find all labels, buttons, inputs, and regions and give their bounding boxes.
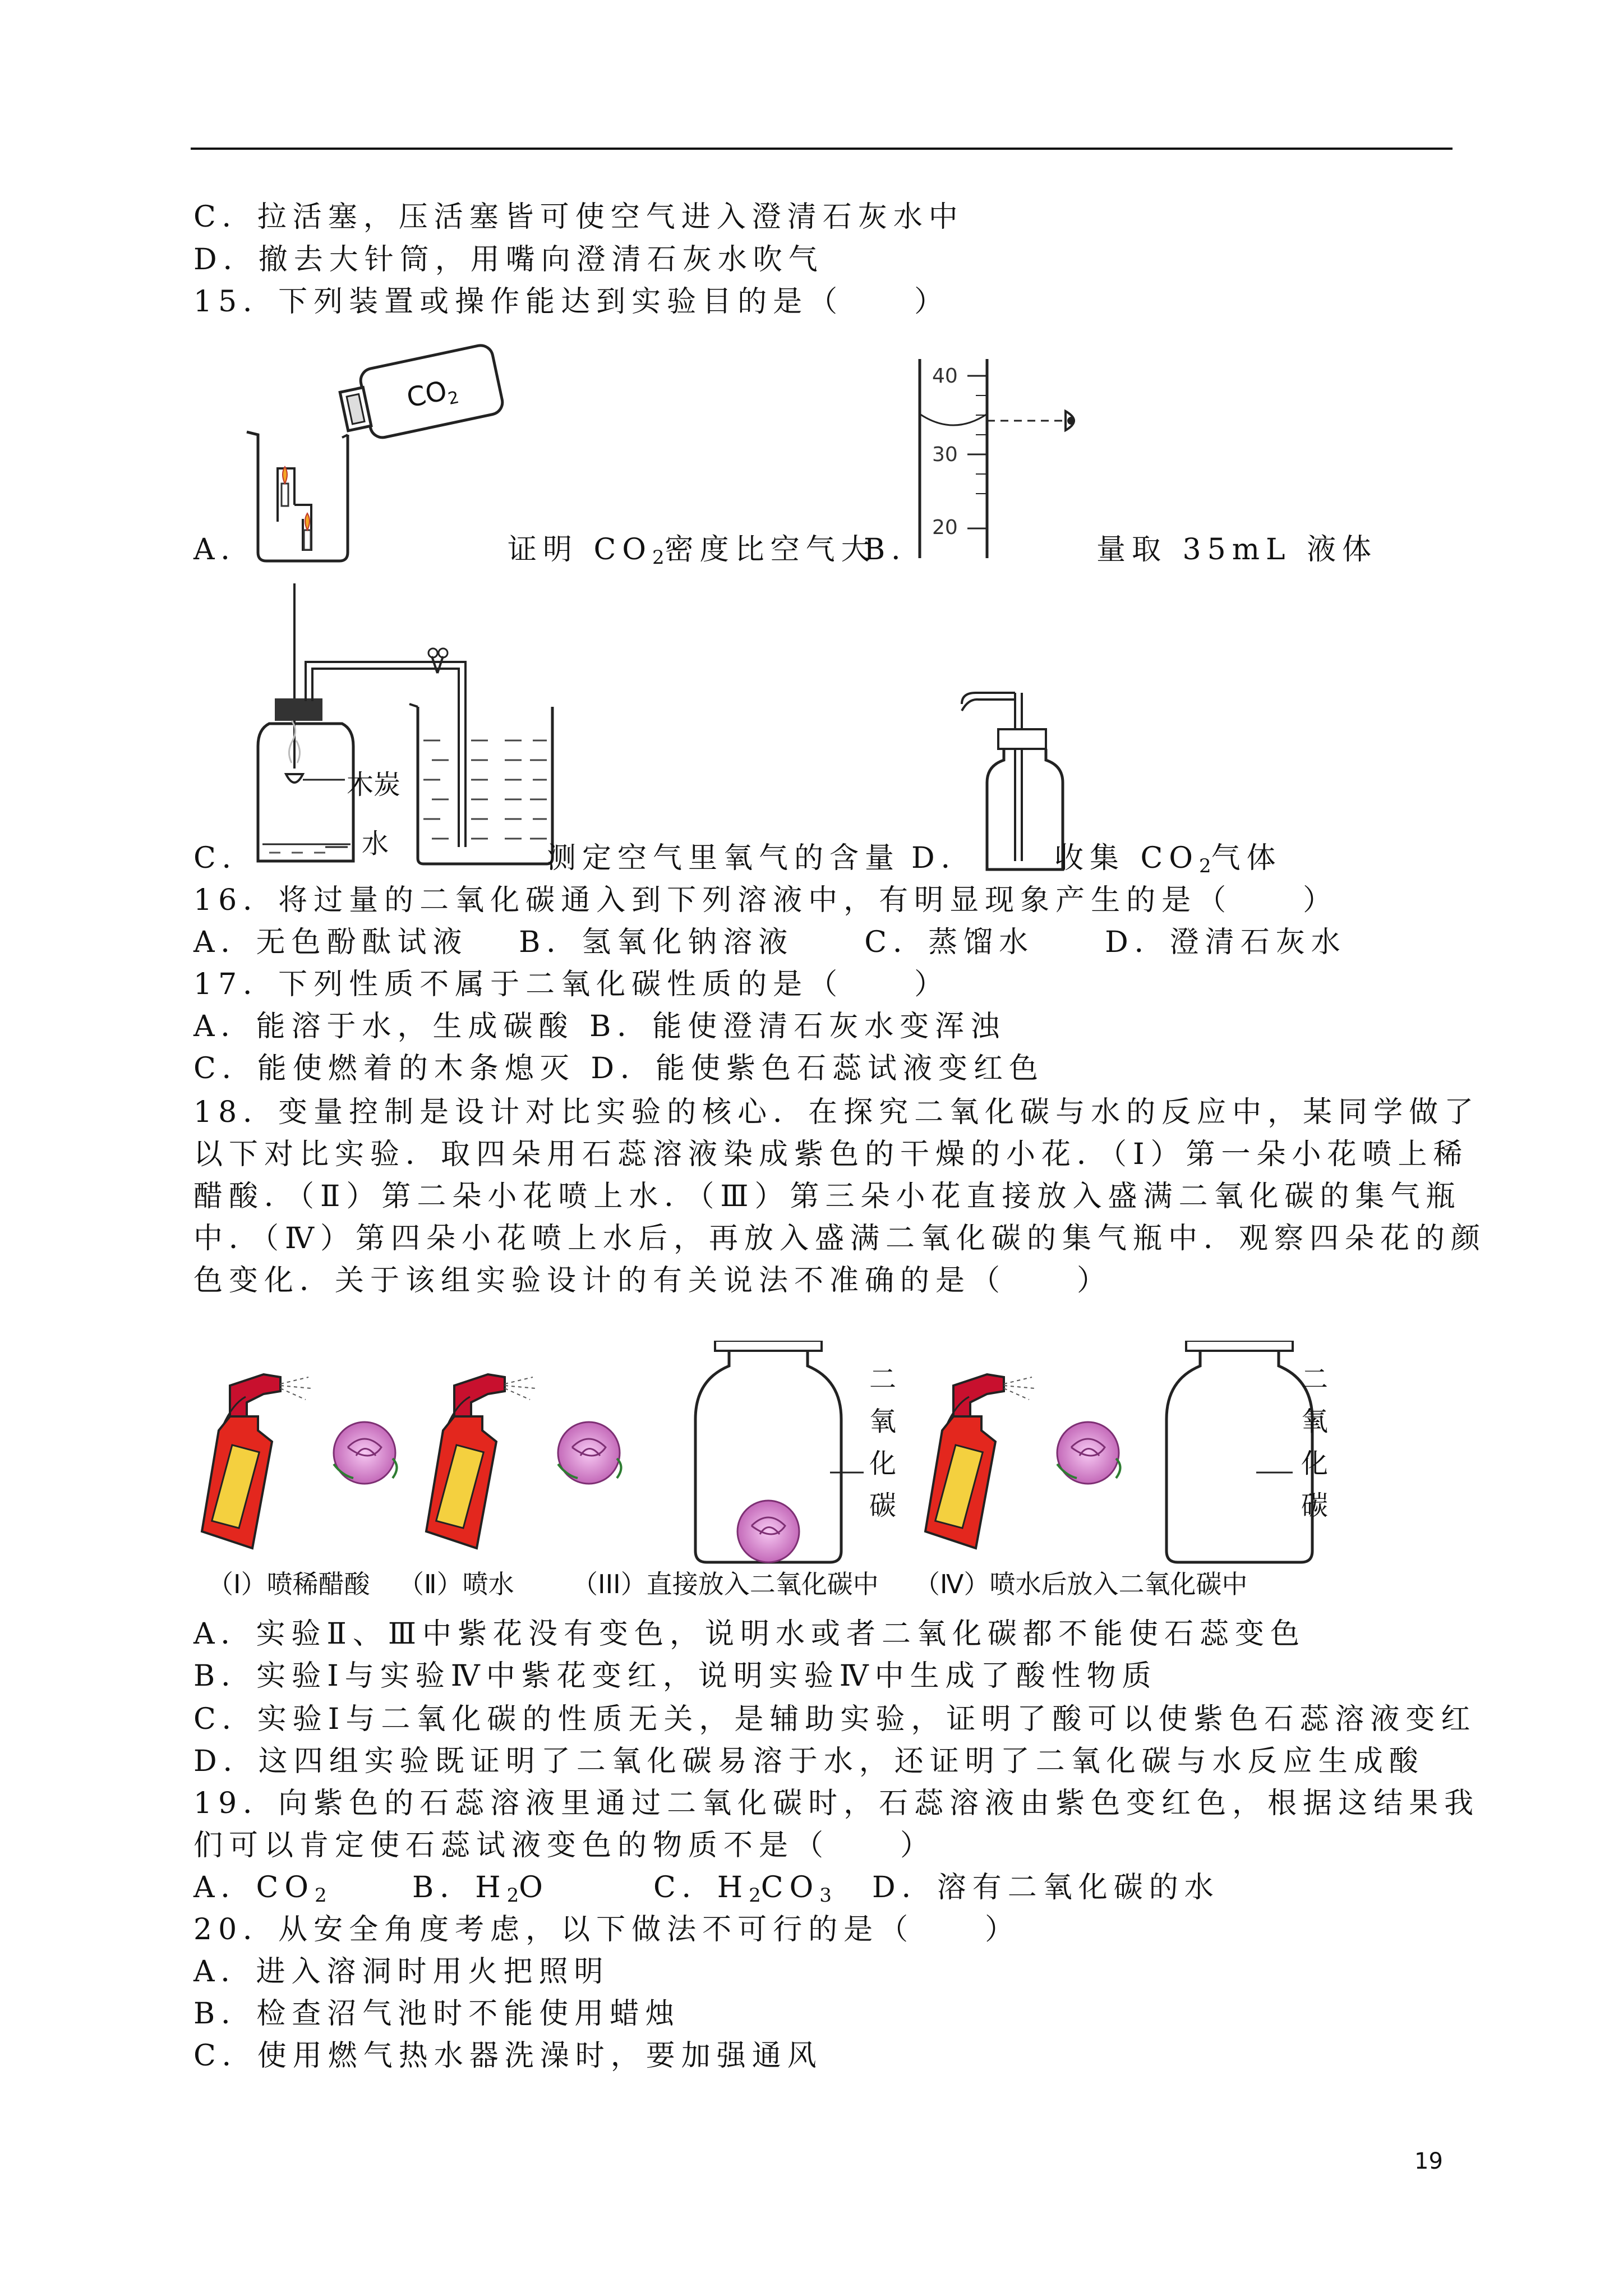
q18-option-d: D．这四组实验既证明了二氧化碳易溶于水，还证明了二氧化碳与水反应生成酸 (193, 1745, 1424, 1778)
q17-options-cd: C．能使燃着的木条熄灭 D．能使紫色石蕊试液变红色 (193, 1052, 1045, 1085)
svg-text:化: 化 (1301, 1448, 1329, 1479)
q16-stem: 16．将过量的二氧化碳通入到下列溶液中，有明显现象产生的是（ ） (193, 884, 1339, 917)
page-number: 19 (1414, 2148, 1443, 2174)
q19-stem-1: 19．向紫色的石蕊溶液里通过二氧化碳时，石蕊溶液由紫色变红色，根据这结果我 (193, 1787, 1480, 1820)
q15-c-text: 测定空气里氧气的含量 (547, 841, 901, 875)
flower-1 (334, 1422, 397, 1484)
caption-4: （Ⅳ）喷水后放入二氧化碳中 (914, 1569, 1248, 1599)
q17-options-ab: A．能溶于水，生成碳酸 B．能使澄清石灰水变浑浊 (193, 1010, 1006, 1043)
caption-2: （Ⅱ）喷水 (398, 1569, 514, 1599)
q18-option-a: A．实验Ⅱ、Ⅲ中紫花没有变色，说明水或者二氧化碳都不能使石蕊变色 (193, 1617, 1306, 1651)
q18-stem-1: 18．变量控制是设计对比实验的核心．在探究二氧化碳与水的反应中，某同学做了 (193, 1096, 1480, 1129)
svg-text:CO2: $CO_2$ (404, 375, 461, 415)
q19-option-c: C．$H_2CO_3$ (653, 1871, 832, 1907)
caption-3: （III）直接放入二氧化碳中 (572, 1569, 879, 1599)
svg-text:氧: 氧 (1301, 1406, 1329, 1437)
co2-label: CO (404, 375, 450, 415)
gas-jar-1 (695, 1341, 896, 1562)
q20-option-b: B．检查沼气池时不能使用蜡烛 (193, 1997, 681, 2031)
gas-jar-2 (1166, 1341, 1328, 1562)
svg-text:二: 二 (869, 1364, 897, 1395)
q19-option-a: A．$CO_2$ (193, 1871, 327, 1907)
svg-text:氧: 氧 (869, 1406, 897, 1437)
spray-bottle-1 (202, 1374, 311, 1548)
charcoal-label: 木炭 (347, 769, 401, 800)
q20-option-a: A．进入溶洞时用火把照明 (193, 1955, 610, 1989)
svg-text:碳: 碳 (869, 1490, 897, 1521)
spray-bottle-2 (426, 1374, 536, 1548)
q18-option-c: C．实验Ⅰ与二氧化碳的性质无关，是辅助实验，证明了酸可以使紫色石蕊溶液变红 (193, 1703, 1477, 1736)
q19-option-b: B．$H_2O$ (412, 1871, 549, 1907)
q15-figure-c-apparatus (247, 583, 561, 869)
q17-stem: 17．下列性质不属于二氧化碳性质的是（ ） (193, 968, 950, 1001)
q18-figure (191, 1341, 1346, 1604)
q15-stem: 15．下列装置或操作能达到实验目的是（ ） (193, 285, 950, 319)
header-rule (191, 148, 1453, 150)
spray-bottle-3 (925, 1374, 1035, 1548)
q18-stem-2: 以下对比实验．取四朵用石蕊溶液染成紫色的干燥的小花．（Ⅰ）第一朵小花喷上稀 (193, 1138, 1469, 1171)
q15-b-text: 量取 35mL 液体 (1096, 533, 1378, 567)
q15-figure-b-cylinder (897, 353, 1122, 567)
q15-b-letter: B． (864, 533, 927, 567)
flower-3 (1057, 1422, 1121, 1484)
q19-stem-2: 们可以肯定使石蕊试液变色的物质不是（ ） (193, 1829, 936, 1862)
q18-stem-5: 色变化．关于该组实验设计的有关说法不准确的是（ ） (193, 1264, 1113, 1297)
caption-1: （I）喷稀醋酸 (208, 1569, 370, 1599)
water-label: 水 (362, 828, 389, 859)
svg-text:碳: 碳 (1301, 1490, 1329, 1521)
svg-text:20: 20 (932, 516, 958, 539)
svg-text:40: 40 (932, 365, 958, 388)
q18-stem-3: 醋酸．（Ⅱ）第二朵小花喷上水．（Ⅲ）第三朵小花直接放入盛满二氧化碳的集气瓶 (193, 1180, 1461, 1213)
q15-a-text: 证明 $CO_2$密度比空气大 (508, 533, 877, 569)
q18-option-b: B．实验Ⅰ与实验Ⅳ中紫花变红，说明实验Ⅳ中生成了酸性物质 (193, 1659, 1158, 1693)
q19-option-d: D．溶有二氧化碳的水 (872, 1871, 1220, 1904)
q15-a-letter: A． (193, 533, 256, 567)
q16-options: A．无色酚酞试液 B．氢氧化钠溶液 C．蒸馏水 D．澄清石灰水 (193, 926, 1347, 959)
svg-text:30: 30 (932, 443, 958, 466)
q18-stem-4: 中．（Ⅳ）第四朵小花喷上水后，再放入盛满二氧化碳的集气瓶中．观察四朵花的颜 (193, 1222, 1486, 1255)
q15-figure-a-beaker (241, 337, 522, 572)
q20-option-c: C．使用燃气热水器洗澡时，要加强通风 (193, 2039, 823, 2073)
svg-text:化: 化 (869, 1448, 897, 1479)
q15-d-text: 收集 $CO_2$气体 (1054, 841, 1282, 877)
q15-d-letter: D． (911, 841, 976, 875)
flower-2 (558, 1422, 621, 1484)
q14-option-c: C．拉活塞，压活塞皆可使空气进入澄清石灰水中 (193, 200, 964, 234)
q14-option-d: D．撤去大针筒，用嘴向澄清石灰水吹气 (193, 243, 824, 277)
svg-text:二: 二 (1301, 1364, 1329, 1395)
q20-stem: 20．从安全角度考虑，以下做法不可行的是（ ） (193, 1913, 1021, 1947)
q15-c-letter: C． (193, 841, 257, 875)
